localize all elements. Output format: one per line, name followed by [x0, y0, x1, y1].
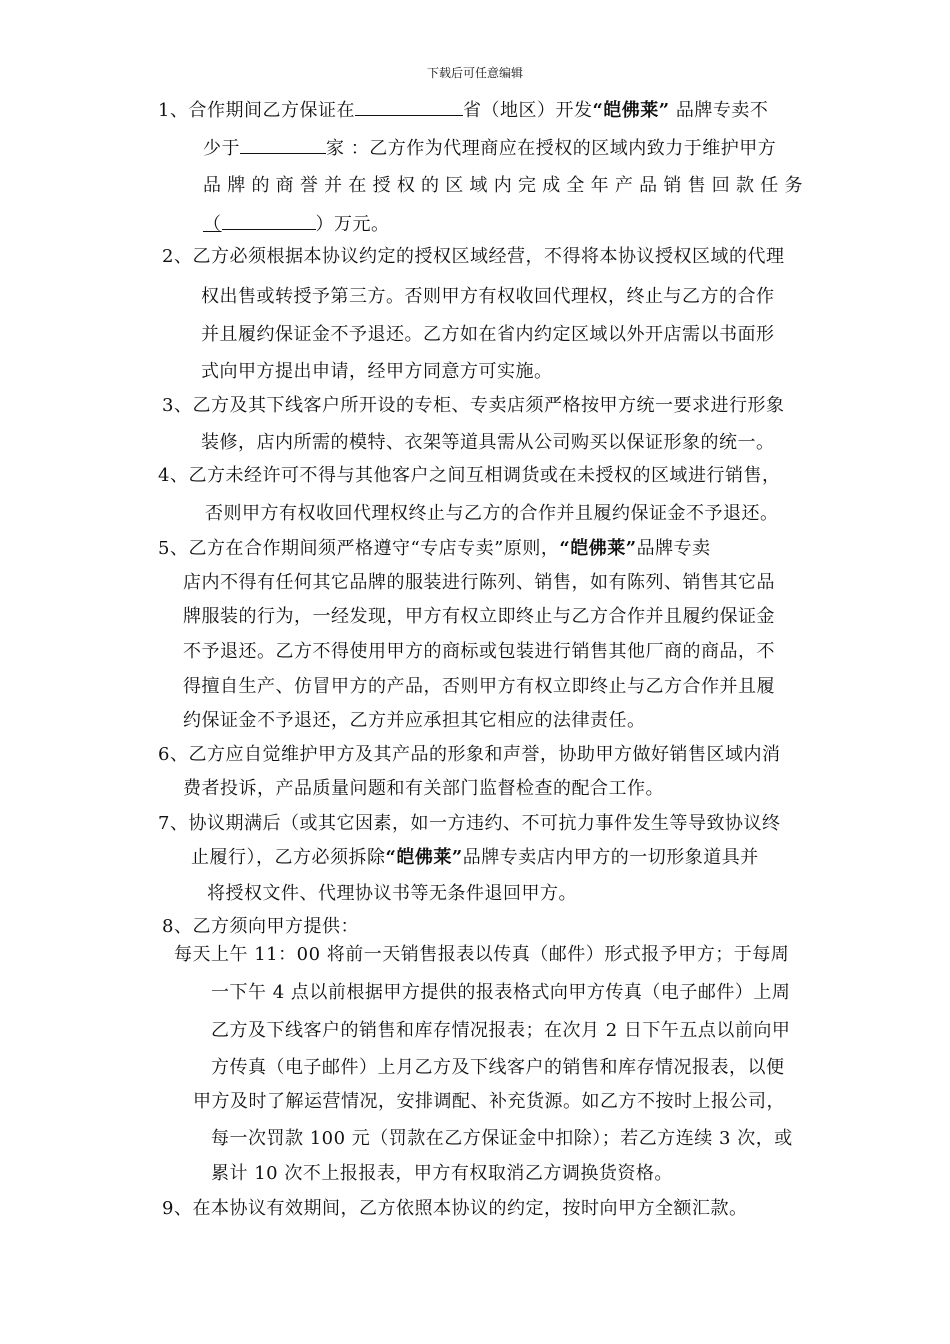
- item-8-line-1: 8、乙方须向甲方提供：: [162, 916, 359, 937]
- item-1-line-1: [158, 98, 768, 122]
- brand-name: “皑佛莱”: [559, 538, 637, 559]
- item-8-line-5: 方传真（电子邮件）上月乙方及下线客户的销售和库存情况报表，以便: [211, 1057, 785, 1078]
- item-7-line-1: 7、协议期满后（或其它因素，如一方违约、不可抗力事件发生等导致协议终: [158, 813, 781, 834]
- item-3-line-2: 装修，店内所需的模特、衣架等道具需从公司购买以保证形象的统一。: [201, 432, 775, 453]
- item-5-line-1-text-b: 品牌专卖: [636, 538, 711, 559]
- item-1-line-2-text-a: 少于: [203, 138, 240, 159]
- item-3-line-1: 3、乙方及其下线客户所开设的专柜、专卖店须严格按甲方统一要求进行形象: [162, 395, 785, 416]
- store-count-blank[interactable]: [240, 136, 326, 154]
- amount-blank[interactable]: [222, 212, 316, 230]
- item-7-line-2: [191, 847, 759, 869]
- item-2-line-4: 式向甲方提出申请，经甲方同意方可实施。: [201, 361, 553, 382]
- item-7-line-2-text-b: 品牌专卖店内甲方的一切形象道具并: [462, 847, 759, 868]
- item-1-line-3: 品牌的商誉并在授权的区域内完成全年产品销售回款任务: [203, 175, 803, 196]
- item-1-line-1-text-a: 1、合作期间乙方保证在: [158, 100, 355, 121]
- item-7-line-3: 将授权文件、代理协议书等无条件退回甲方。: [207, 883, 577, 904]
- item-1-line-1-text-c: 品牌专卖不: [669, 100, 769, 121]
- item-2-line-2: 权出售或转授予第三方。否则甲方有权收回代理权，终止与乙方的合作: [201, 286, 775, 307]
- item-9-line-1: 9、在本协议有效期间，乙方依照本协议的约定，按时向甲方全额汇款。: [162, 1198, 748, 1219]
- page-header: 下载后可任意编辑: [426, 66, 523, 80]
- item-8-line-3: 一下午 4 点以前根据甲方提供的报表格式向甲方传真（电子邮件）上周: [211, 982, 791, 1003]
- brand-name: “皑佛莱”: [385, 847, 463, 868]
- item-8-line-7: 每一次罚款 100 元（罚款在乙方保证金中扣除）；若乙方连续 3 次，或: [211, 1128, 793, 1149]
- item-2-line-1: 2、乙方必须根据本协议约定的授权区域经营，不得将本协议授权区域的代理: [162, 246, 785, 267]
- item-5-line-1-text-a: 5、乙方在合作期间须严格遵守“专店专卖”原则，: [158, 538, 560, 559]
- item-1-line-1-text-b: 省（地区）开发: [462, 100, 593, 121]
- amount-open-paren: （: [203, 214, 222, 235]
- item-8-line-2: 每天上午 11：00 将前一天销售报表以传真（邮件）形式报予甲方；于每周: [174, 944, 790, 965]
- item-6-line-2: 费者投诉，产品质量问题和有关部门监督检查的配合工作。: [183, 778, 664, 799]
- item-8-line-4: 乙方及下线客户的销售和库存情况报表；在次月 2 日下午五点以前向甲: [211, 1020, 791, 1041]
- item-4-line-2: 否则甲方有权收回代理权终止与乙方的合作并且履约保证金不予退还。: [205, 503, 779, 524]
- brand-name: “皑佛莱”: [592, 100, 670, 121]
- item-1-line-2: [203, 136, 776, 160]
- item-6-line-1: 6、乙方应自觉维护甲方及其产品的形象和声誉，协助甲方做好销售区域内消: [158, 744, 781, 765]
- item-5-line-2: 店内不得有任何其它品牌的服装进行陈列、销售，如有陈列、销售其它品: [183, 572, 775, 593]
- item-4-line-1: 4、乙方未经许可不得与其他客户之间互相调货或在未授权的区域进行销售，: [158, 465, 781, 486]
- item-7-line-2-text-a: 止履行），乙方必须拆除: [191, 847, 386, 868]
- item-1-line-4: [203, 212, 390, 236]
- item-5-line-4: 不予退还。乙方不得使用甲方的商标或包装进行销售其他厂商的商品，不: [183, 641, 775, 662]
- item-1-line-2-text-b: 家 ：乙方作为代理商应在授权的区域内致力于维护甲方: [326, 138, 777, 159]
- item-1-line-4-text-b: ）万元。: [315, 214, 390, 235]
- item-5-line-5: 得擅自生产、仿冒甲方的产品，否则甲方有权立即终止与乙方合作并且履: [183, 676, 775, 697]
- item-5-line-1: [158, 538, 711, 560]
- item-5-line-6: 约保证金不予退还，乙方并应承担其它相应的法律责任。: [183, 710, 646, 731]
- item-8-line-8: 累计 10 次不上报报表，甲方有权取消乙方调换货资格。: [211, 1163, 673, 1184]
- item-5-line-3: 牌服装的行为，一经发现，甲方有权立即终止与乙方合作并且履约保证金: [183, 606, 775, 627]
- item-8-line-6: 甲方及时了解运营情况，安排调配、补充货源。如乙方不按时上报公司，: [193, 1091, 785, 1112]
- item-2-line-3: 并且履约保证金不予退还。乙方如在省内约定区域以外开店需以书面形: [201, 324, 775, 345]
- province-blank[interactable]: [355, 98, 463, 116]
